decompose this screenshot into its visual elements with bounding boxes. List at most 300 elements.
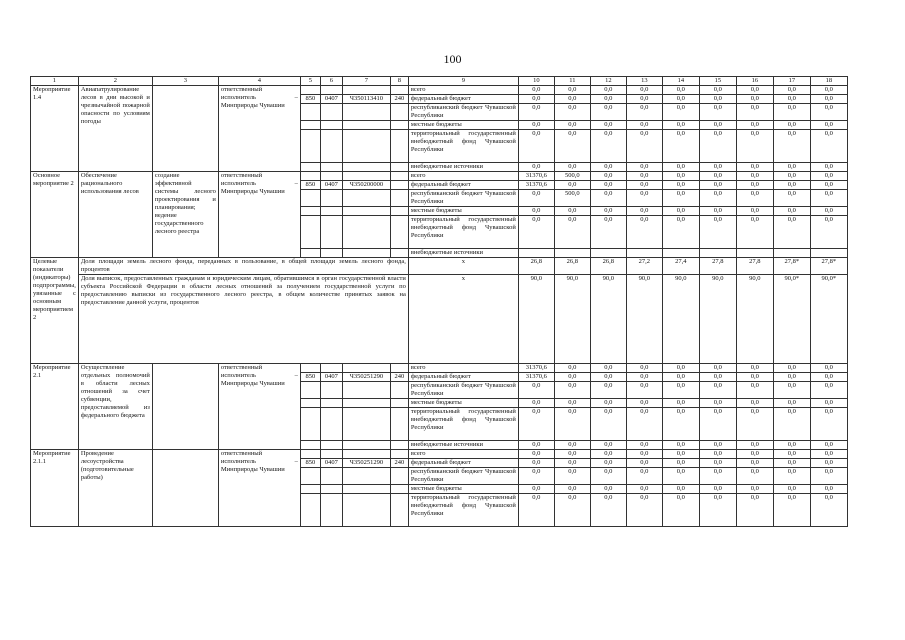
value-cell: 0,0 [773,181,810,190]
empty-cell [320,485,342,494]
empty-cell [342,172,390,181]
value-cell: 0,0 [736,364,773,373]
value-cell: 0,0 [590,207,626,216]
measure-description: Авиапатрулирование лесов в дни высокой и чрезвычайной пожарной опасности по условиям погоды [78,86,152,172]
empty-cell [300,190,320,207]
value-cell: 0,0 [736,468,773,485]
funding-source: внебюджетные источники [408,441,518,450]
empty-cell [342,450,390,459]
funding-source: федеральный бюджет [408,95,518,104]
empty-cell [342,382,390,399]
value-cell: 0,0 [699,207,736,216]
value-cell: 0,0 [554,95,590,104]
value-cell: 0,0 [554,216,590,249]
executor: ответственный исполнитель – Минприроды Чувашии [218,86,300,172]
funding-source: всего [408,364,518,373]
value-cell: 0,0 [810,163,847,172]
value-cell: 0,0 [810,399,847,408]
value-cell: 31370,6 [518,373,554,382]
value-cell: 0,0 [736,382,773,399]
code-grbs: 850 [300,373,320,382]
value-cell: 0,0 [626,163,662,172]
funding-source: республиканский бюджет Чувашской Республики [408,190,518,207]
value-cell: 0,0 [662,373,699,382]
empty-cell [300,216,320,249]
value-cell: 0,0 [518,216,554,249]
value-cell: 0,0 [736,216,773,249]
funding-source: внебюджетные источники [408,249,518,258]
table-row [31,450,848,459]
value-cell: 0,0 [699,408,736,441]
value-cell: 0,0 [773,130,810,163]
value-cell: 0,0 [810,121,847,130]
value-cell: 0,0 [518,95,554,104]
column-header: 11 [554,77,590,86]
value-cell: 0,0 [810,130,847,163]
target-row [31,258,848,275]
empty-cell [390,130,408,163]
value-cell: 0,0 [810,216,847,249]
empty-cell [390,408,408,441]
empty-cell [390,207,408,216]
value-cell: 0,0 [626,468,662,485]
value-cell: 0,0 [590,459,626,468]
column-header: 9 [408,77,518,86]
empty-cell [390,216,408,249]
value-cell: 0,0 [662,408,699,441]
empty-cell [342,207,390,216]
column-header: 14 [662,77,699,86]
value-cell: 0,0 [699,216,736,249]
empty-cell [390,86,408,95]
value-cell: 0,0 [518,207,554,216]
value-cell: 0,0 [773,163,810,172]
value-cell: 0,0 [554,459,590,468]
value-cell: 0,0 [699,399,736,408]
funding-source: федеральный бюджет [408,181,518,190]
measure-name: Мероприятие 2.1.1 [31,450,79,527]
value-cell: 0,0 [590,172,626,181]
measure-description: Осуществление отдельных полномочий в области лесных отношений за счет субвенции, предоставляемой из федерального бюджета [78,364,152,450]
empty-cell [300,399,320,408]
table-row [31,86,848,95]
code-grbs: 850 [300,459,320,468]
target-value: 90,0* [773,275,810,364]
value-cell: 0,0 [626,399,662,408]
empty-cell [300,408,320,441]
value-cell: 0,0 [518,121,554,130]
value-cell: 0,0 [518,450,554,459]
funding-source: местные бюджеты [408,399,518,408]
column-header: 8 [390,77,408,86]
value-cell: 0,0 [736,207,773,216]
column-header: 7 [342,77,390,86]
value-cell: 0,0 [773,382,810,399]
empty-cell [342,130,390,163]
empty-cell [320,163,342,172]
value-cell: 0,0 [773,95,810,104]
code-target: Ч350200000 [342,181,390,190]
value-cell: 0,0 [626,494,662,527]
target-value: 90,0 [518,275,554,364]
value-cell: 0,0 [736,163,773,172]
value-cell: 0,0 [626,364,662,373]
funding-source: территориальный государственный внебюджетный фонд Чувашской Республики [408,408,518,441]
measure-goal [152,364,218,450]
value-cell: 0,0 [590,468,626,485]
value-cell: 0,0 [699,181,736,190]
value-cell: 0,0 [590,181,626,190]
value-cell: 0,0 [699,382,736,399]
value-cell: 0,0 [590,190,626,207]
value-cell: 0,0 [590,373,626,382]
value-cell: 0,0 [626,450,662,459]
value-cell: 0,0 [590,104,626,121]
target-value: 27,8* [810,258,847,275]
funding-source: местные бюджеты [408,485,518,494]
value-cell: 0,0 [590,399,626,408]
column-header: 5 [300,77,320,86]
value-cell: 0,0 [626,181,662,190]
column-header: 15 [699,77,736,86]
value-cell: 0,0 [662,382,699,399]
target-value: 26,8 [554,258,590,275]
value-cell: 0,0 [736,86,773,95]
funding-source: республиканский бюджет Чувашской Республики [408,468,518,485]
value-cell: 0,0 [554,399,590,408]
empty-cell [390,190,408,207]
value-cell: 0,0 [626,121,662,130]
value-cell: 0,0 [590,450,626,459]
empty-cell [300,130,320,163]
value-cell: 0,0 [662,399,699,408]
value-cell: 0,0 [736,121,773,130]
value-cell: 0,0 [773,494,810,527]
value-cell: 0,0 [554,207,590,216]
empty-cell [300,450,320,459]
value-cell: 0,0 [810,181,847,190]
value-cell: 500,0 [554,172,590,181]
target-value: 90,0 [699,275,736,364]
empty-cell [342,441,390,450]
value-cell: 0,0 [773,364,810,373]
value-cell: 0,0 [518,163,554,172]
value-cell [590,249,626,258]
value-cell: 0,0 [810,408,847,441]
empty-cell [390,249,408,258]
value-cell: 0,0 [699,86,736,95]
value-cell: 0,0 [699,95,736,104]
funding-source: всего [408,450,518,459]
value-cell: 0,0 [662,121,699,130]
value-cell: 0,0 [773,216,810,249]
empty-cell [320,190,342,207]
target-value: 90,0* [810,275,847,364]
value-cell: 0,0 [773,121,810,130]
value-cell: 0,0 [518,494,554,527]
empty-cell [390,450,408,459]
executor: ответственный исполнитель – Минприроды Чувашии [218,364,300,450]
empty-cell [300,86,320,95]
value-cell: 0,0 [810,485,847,494]
empty-cell [342,190,390,207]
executor: ответственный исполнитель – Минприроды Чувашии [218,172,300,258]
value-cell: 0,0 [662,172,699,181]
empty-cell [342,86,390,95]
measure-goal: создание эффективной системы лесного проектирования и планирования; ведение государственного лесного реестра [152,172,218,258]
value-cell: 0,0 [626,130,662,163]
value-cell: 0,0 [662,485,699,494]
value-cell: 0,0 [773,468,810,485]
code-expense [390,181,408,190]
funding-source: территориальный государственный внебюджетный фонд Чувашской Республики [408,216,518,249]
measure-name: Мероприятие 2.1 [31,364,79,450]
empty-cell [390,399,408,408]
empty-cell [342,485,390,494]
value-cell: 0,0 [810,190,847,207]
value-cell: 0,0 [736,104,773,121]
value-cell: 0,0 [736,399,773,408]
empty-cell [342,494,390,527]
value-cell: 0,0 [626,382,662,399]
funding-source: республиканский бюджет Чувашской Республики [408,104,518,121]
value-cell: 0,0 [662,207,699,216]
value-cell: 0,0 [773,450,810,459]
value-cell: 0,0 [662,468,699,485]
value-cell: 0,0 [699,130,736,163]
value-cell: 0,0 [773,408,810,441]
value-cell: 0,0 [590,163,626,172]
empty-cell [342,249,390,258]
empty-cell [342,216,390,249]
value-cell: 0,0 [554,382,590,399]
value-cell: 0,0 [554,441,590,450]
funding-source: федеральный бюджет [408,373,518,382]
value-cell: 0,0 [518,399,554,408]
value-cell: 0,0 [554,373,590,382]
value-cell: 0,0 [554,364,590,373]
empty-cell [390,163,408,172]
empty-cell [390,468,408,485]
code-target: Ч350251290 [342,373,390,382]
value-cell: 0,0 [626,104,662,121]
value-cell: 0,0 [662,459,699,468]
empty-cell [320,441,342,450]
value-cell: 0,0 [810,450,847,459]
column-header: 16 [736,77,773,86]
target-row [31,275,848,364]
value-cell: 0,0 [699,450,736,459]
value-cell: 0,0 [626,190,662,207]
value-cell: 0,0 [810,364,847,373]
value-cell: 0,0 [699,373,736,382]
value-cell: 0,0 [554,104,590,121]
value-cell: 0,0 [590,86,626,95]
target-value: 90,0 [590,275,626,364]
value-cell: 0,0 [518,130,554,163]
measure-name: Мероприятие 1.4 [31,86,79,172]
value-cell: 31370,6 [518,364,554,373]
value-cell: 0,0 [736,450,773,459]
measure-description: Обеспечение рационального использования лесов [78,172,152,258]
value-cell: 0,0 [518,468,554,485]
value-cell: 0,0 [736,485,773,494]
empty-cell [300,163,320,172]
target-value: 27,4 [662,258,699,275]
value-cell: 0,0 [810,468,847,485]
value-cell: 0,0 [518,190,554,207]
value-cell: 0,0 [773,441,810,450]
value-cell: 0,0 [554,163,590,172]
empty-cell [390,104,408,121]
column-header: 3 [152,77,218,86]
value-cell [736,249,773,258]
value-cell: 0,0 [773,86,810,95]
value-cell: 0,0 [554,468,590,485]
value-cell [518,249,554,258]
table-row [31,172,848,181]
target-value: 27,2 [626,258,662,275]
value-cell: 0,0 [626,459,662,468]
empty-cell [320,121,342,130]
value-cell: 0,0 [662,163,699,172]
code-grbs: 850 [300,181,320,190]
value-cell: 0,0 [810,382,847,399]
value-cell [810,249,847,258]
value-cell: 0,0 [810,207,847,216]
code-target: Ч350113410 [342,95,390,104]
value-cell [662,249,699,258]
column-header: 2 [78,77,152,86]
value-cell: 0,0 [773,172,810,181]
value-cell: 0,0 [590,382,626,399]
value-cell: 0,0 [699,104,736,121]
value-cell [699,249,736,258]
funding-source: территориальный государственный внебюджетный фонд Чувашской Республики [408,130,518,163]
column-header: 17 [773,77,810,86]
table-row [31,364,848,373]
target-x: x [408,258,518,275]
value-cell: 0,0 [810,441,847,450]
value-cell: 0,0 [810,86,847,95]
code-target: Ч350251290 [342,459,390,468]
value-cell: 0,0 [773,399,810,408]
measure-name: Основное мероприятие 2 [31,172,79,258]
empty-cell [342,399,390,408]
value-cell: 0,0 [810,494,847,527]
funding-source: местные бюджеты [408,207,518,216]
value-cell: 0,0 [699,441,736,450]
value-cell: 0,0 [518,459,554,468]
value-cell: 0,0 [699,172,736,181]
value-cell [773,249,810,258]
value-cell: 0,0 [699,364,736,373]
column-header: 13 [626,77,662,86]
empty-cell [300,441,320,450]
column-header: 12 [590,77,626,86]
funding-source: республиканский бюджет Чувашской Республики [408,382,518,399]
value-cell: 0,0 [626,485,662,494]
header-row [31,77,848,86]
value-cell: 0,0 [736,190,773,207]
measure-goal [152,450,218,527]
value-cell: 0,0 [662,104,699,121]
empty-cell [390,382,408,399]
funding-source: федеральный бюджет [408,459,518,468]
value-cell: 0,0 [554,408,590,441]
empty-cell [300,207,320,216]
targets-label: Целевые показатели (индикаторы) подпрограммы, увязанные с основным мероприятием 2 [31,258,79,364]
value-cell: 0,0 [662,364,699,373]
empty-cell [300,249,320,258]
empty-cell [300,485,320,494]
column-header: 10 [518,77,554,86]
target-value: 90,0 [662,275,699,364]
value-cell: 0,0 [662,190,699,207]
value-cell: 0,0 [662,181,699,190]
empty-cell [320,494,342,527]
value-cell: 0,0 [736,181,773,190]
value-cell: 0,0 [590,130,626,163]
value-cell: 0,0 [773,373,810,382]
value-cell: 0,0 [554,181,590,190]
empty-cell [320,216,342,249]
budget-table [30,76,848,527]
value-cell: 0,0 [662,86,699,95]
value-cell: 0,0 [626,95,662,104]
value-cell: 0,0 [699,494,736,527]
empty-cell [320,408,342,441]
empty-cell [320,399,342,408]
target-value: 90,0 [554,275,590,364]
funding-source: местные бюджеты [408,121,518,130]
target-value: 26,8 [518,258,554,275]
target-text: Доля площади земель лесного фонда, переданных в пользование, в общей площади земель лесного фонда, процентов [78,258,408,275]
value-cell: 0,0 [590,408,626,441]
value-cell: 0,0 [773,207,810,216]
value-cell: 0,0 [699,190,736,207]
value-cell: 0,0 [662,450,699,459]
value-cell: 0,0 [590,121,626,130]
value-cell: 0,0 [518,382,554,399]
empty-cell [320,130,342,163]
value-cell: 0,0 [773,190,810,207]
value-cell: 31370,6 [518,172,554,181]
code-section: 0407 [320,95,342,104]
value-cell: 0,0 [554,450,590,459]
empty-cell [390,121,408,130]
empty-cell [320,468,342,485]
value-cell: 0,0 [736,373,773,382]
measure-description: Проведение лесоустройства (подготовительные работы) [78,450,152,527]
value-cell: 0,0 [662,95,699,104]
page-number: 100 [443,52,462,66]
value-cell: 0,0 [626,216,662,249]
empty-cell [390,172,408,181]
value-cell: 0,0 [626,373,662,382]
value-cell: 0,0 [810,172,847,181]
target-value: 27,8 [736,258,773,275]
empty-cell [300,364,320,373]
target-value: 27,8 [699,258,736,275]
value-cell: 0,0 [736,408,773,441]
value-cell: 0,0 [554,121,590,130]
value-cell: 0,0 [518,441,554,450]
empty-cell [320,249,342,258]
empty-cell [320,172,342,181]
empty-cell [300,104,320,121]
value-cell: 0,0 [590,216,626,249]
